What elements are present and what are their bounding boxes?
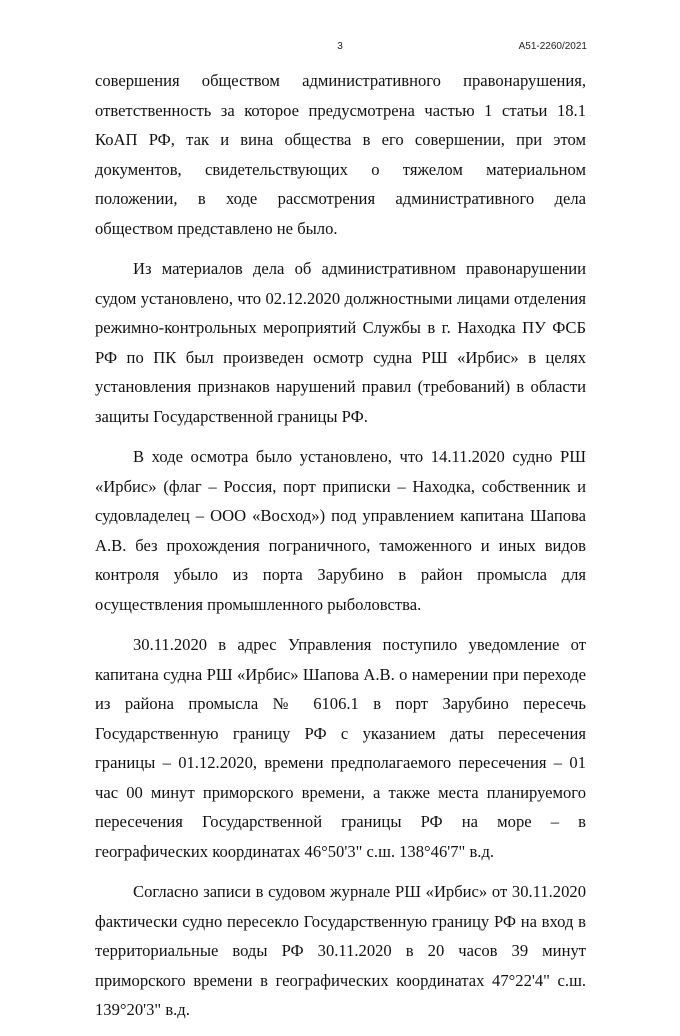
paragraph-inspection: Из материалов дела об административном правонарушении судом установлено, что 02.12.2020 должностными лицами отделения режимно-контрольных мероприятий Службы в г. Находка ПУ ФСБ РФ по ПК был произведен осмотр судна РШ «Ирбис» в целях установления признаков нарушений правил (требований) в области защиты Государственной границы РФ. bbox=[95, 259, 586, 426]
paragraph-notification: 30.11.2020 в адрес Управления поступило уведомление от капитана судна РШ «Ирбис» Шапова А.В. о намерении при переходе из района промысла № 6106.1 в порт Зарубино пересечь Государственную границу РФ с указанием даты пересечения границы – 01.12.2020, времени предполагаемого пересечения – 01 час 00 минут приморского времени, а также места планируемого пересечения Государственной границы РФ на море – в географических координатах 46°50'3" с.ш. 138°46'7" в.д. bbox=[95, 635, 586, 861]
paragraph-inspection-findings: В ходе осмотра было установлено, что 14.11.2020 судно РШ «Ирбис» (флаг – Россия, порт приписки – Находка, собственник и судовладелец – ООО «Восход») под управлением капитана Шапова А.В. без прохождения пограничного, таможенного и иных видов контроля убыло из порта Зарубино в район промысла для осуществления промышленного рыболовства. bbox=[95, 447, 586, 614]
document-body bbox=[95, 66, 586, 1036]
paragraph-continuation: совершения обществом административного правонарушения, ответственность за которое предусмотрена частью 1 статьи 18.1 КоАП РФ, так и вина общества в его совершении, при этом документов, свидетельствующих о тяжелом материальном положении, в ходе рассмотрения административного дела обществом представлено не было. bbox=[95, 71, 586, 238]
paragraph-logbook: Согласно записи в судовом журнале РШ «Ирбис» от 30.11.2020 фактически судно пересекло Государственную границу РФ на вход в территориальные воды РФ 30.11.2020 в 20 часов 39 минут приморского времени в географических координатах 47°22'4" с.ш. 139°20'3" в.д. bbox=[95, 882, 586, 1019]
page-number: 3 bbox=[337, 41, 343, 52]
case-number: А51-2260/2021 bbox=[518, 41, 587, 52]
